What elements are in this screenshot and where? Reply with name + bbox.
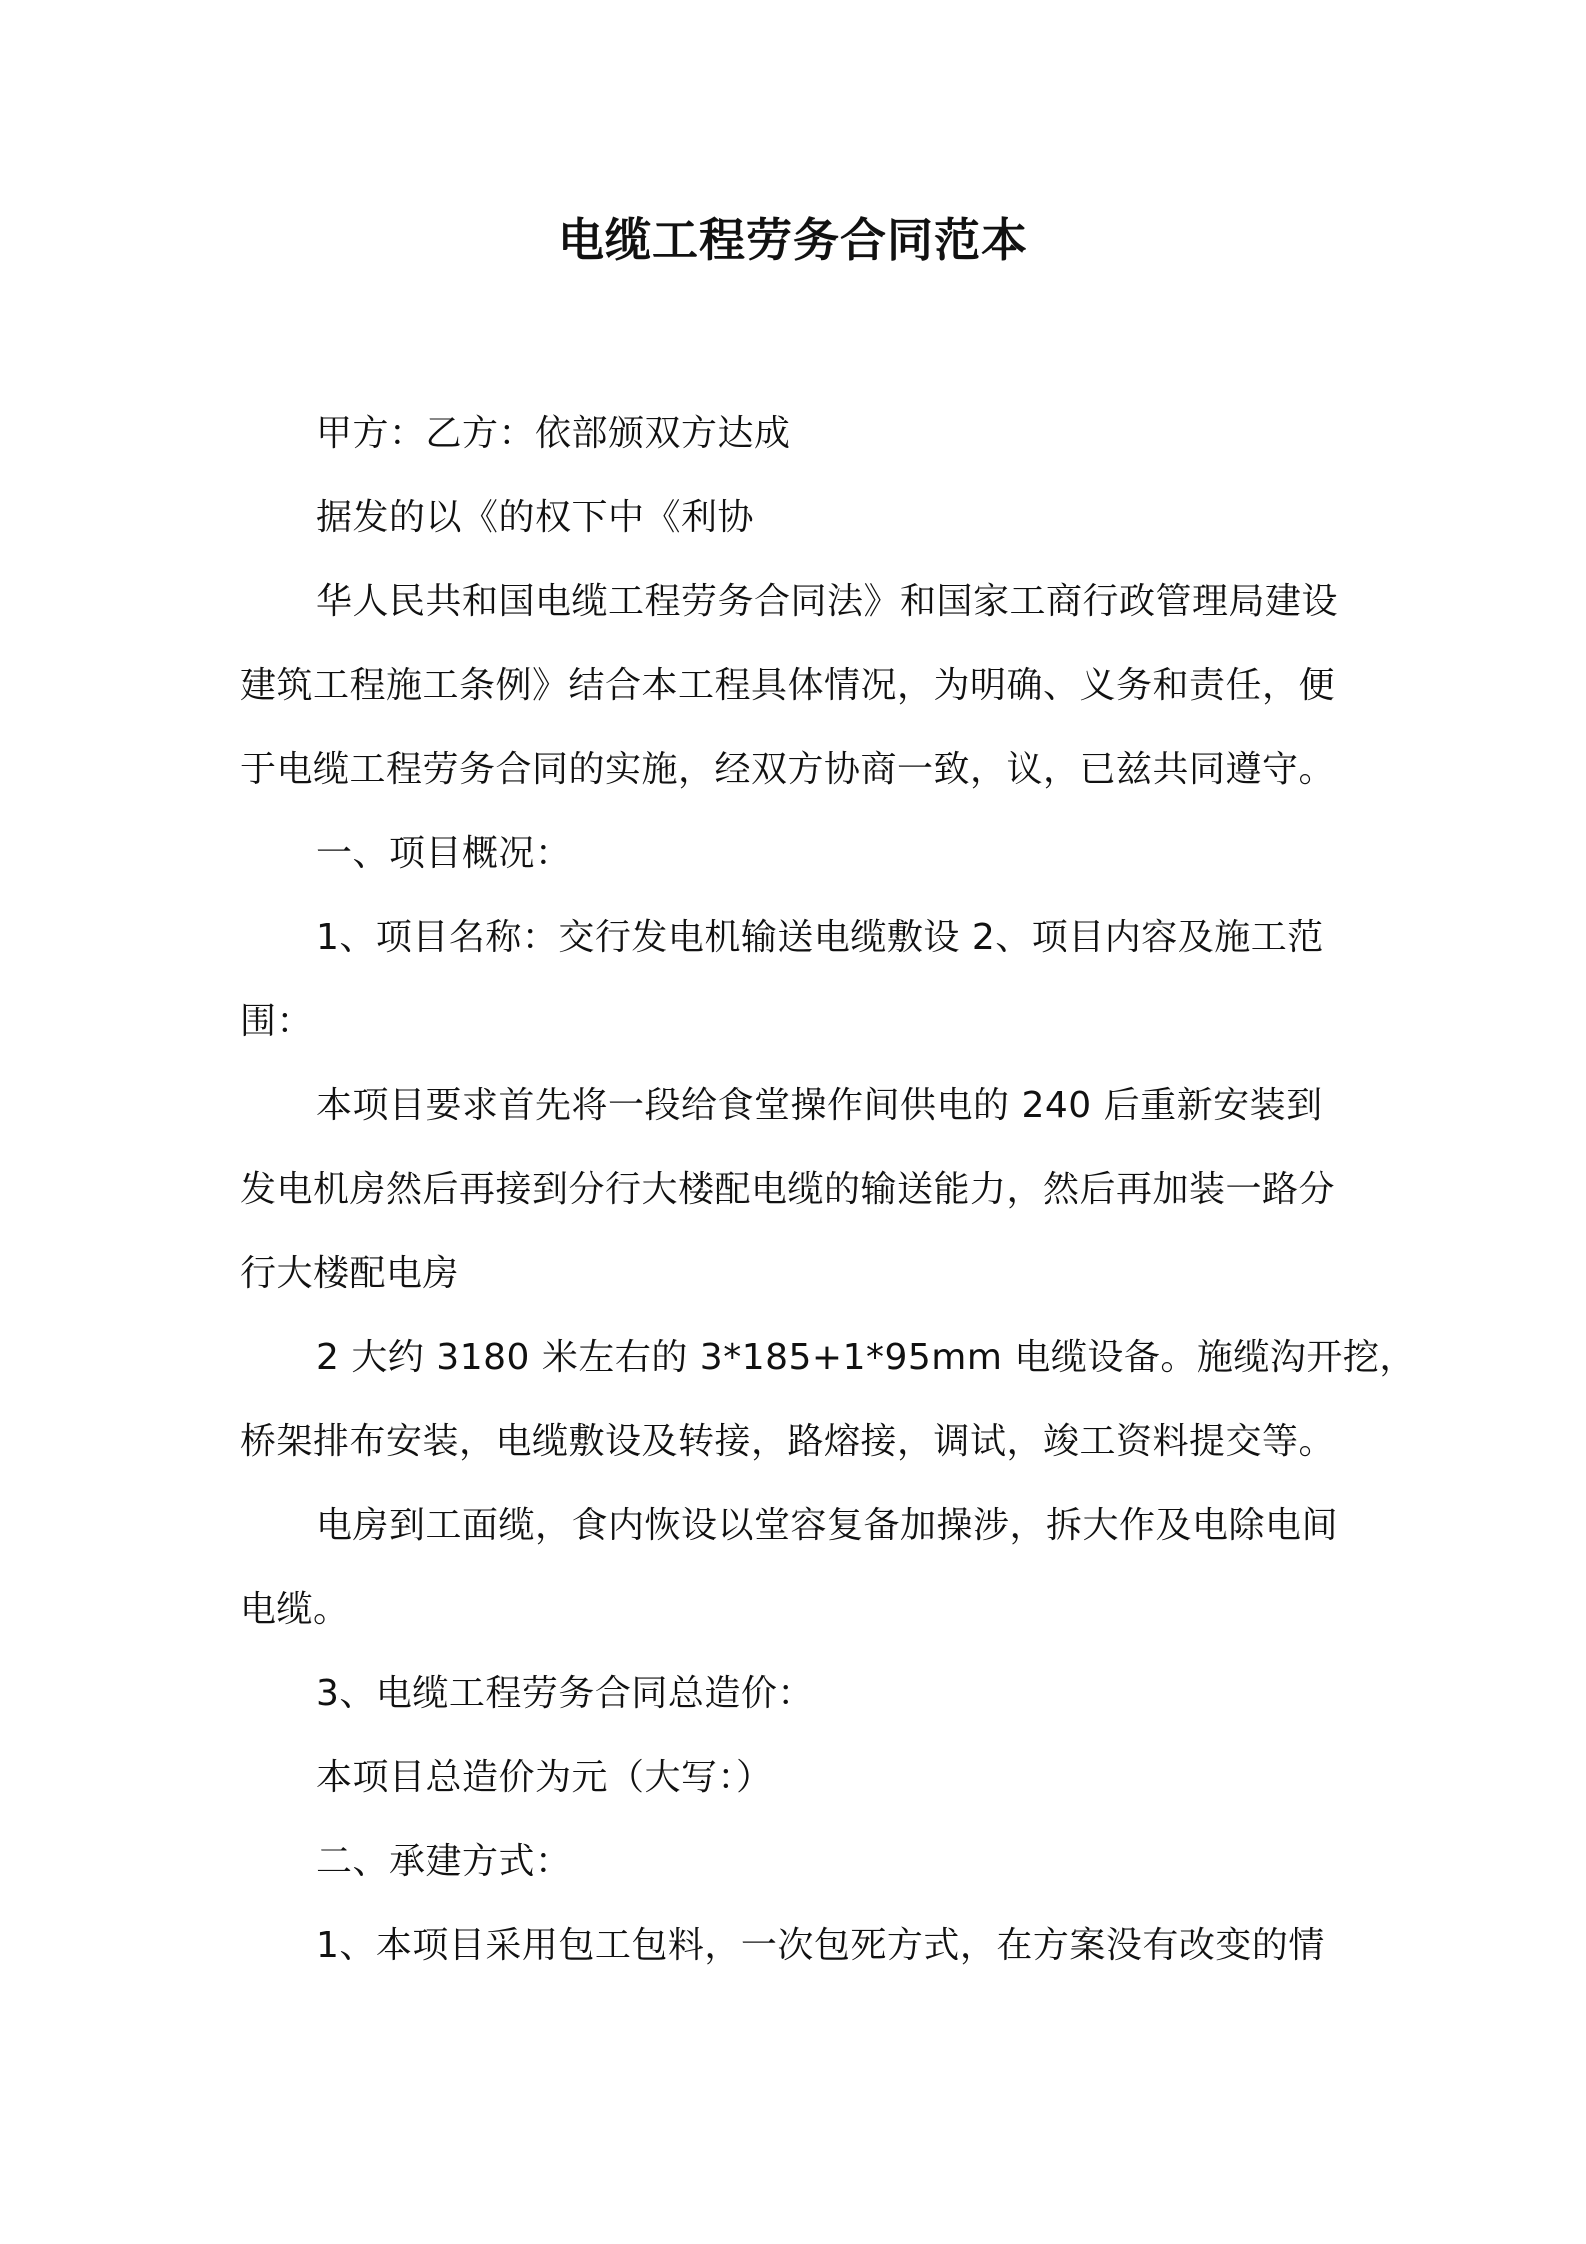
text-line: 3、电缆工程劳务合同总造价： (316, 1673, 814, 1714)
text-line: 甲方：乙方：依部颁双方达成 (316, 413, 791, 454)
text-line: 建筑工程施工条例》结合本工程具体情况，为明确、义务和责任，便 (240, 665, 1336, 706)
section-heading: 一、项目概况： (316, 833, 572, 874)
text-line: 电房到工面缆，食内恢设以堂容复备加操涉，拆大作及电除电间 (316, 1505, 1339, 1546)
text-line: 围： (240, 1001, 314, 1042)
text-line: 发电机房然后再接到分行大楼配电缆的输送能力，然后再加装一路分 (240, 1169, 1336, 1210)
text-line: 本项目总造价为元（大写：） (316, 1757, 773, 1798)
text-line: 电缆。 (240, 1589, 350, 1630)
text-line: 华人民共和国电缆工程劳务合同法》和国家工商行政管理局建设 (316, 581, 1339, 622)
text-line: 1、本项目采用包工包料，一次包死方式，在方案没有改变的情 (316, 1925, 1325, 1966)
text-line: 桥架排布安装，电缆敷设及转接，路熔接，调试，竣工资料提交等。 (240, 1421, 1336, 1462)
text-line: 1、项目名称：交行发电机输送电缆敷设 2、项目内容及施工范 (316, 917, 1324, 958)
text-line: 本项目要求首先将一段给食堂操作间供电的 240 后重新安装到 (316, 1085, 1323, 1126)
text-line: 据发的以《的权下中《利协 (316, 497, 755, 538)
text-line: 行大楼配电房 (240, 1253, 460, 1294)
text-line: 2 大约 3180 米左右的 3*185+1*95mm 电缆设备。施缆沟开挖， (316, 1337, 1416, 1378)
document-title: 电缆工程劳务合同范本 (558, 213, 1028, 267)
text-line: 于电缆工程劳务合同的实施，经双方协商一致，议，已兹共同遵守。 (240, 749, 1336, 790)
section-heading: 二、承建方式： (316, 1841, 572, 1882)
